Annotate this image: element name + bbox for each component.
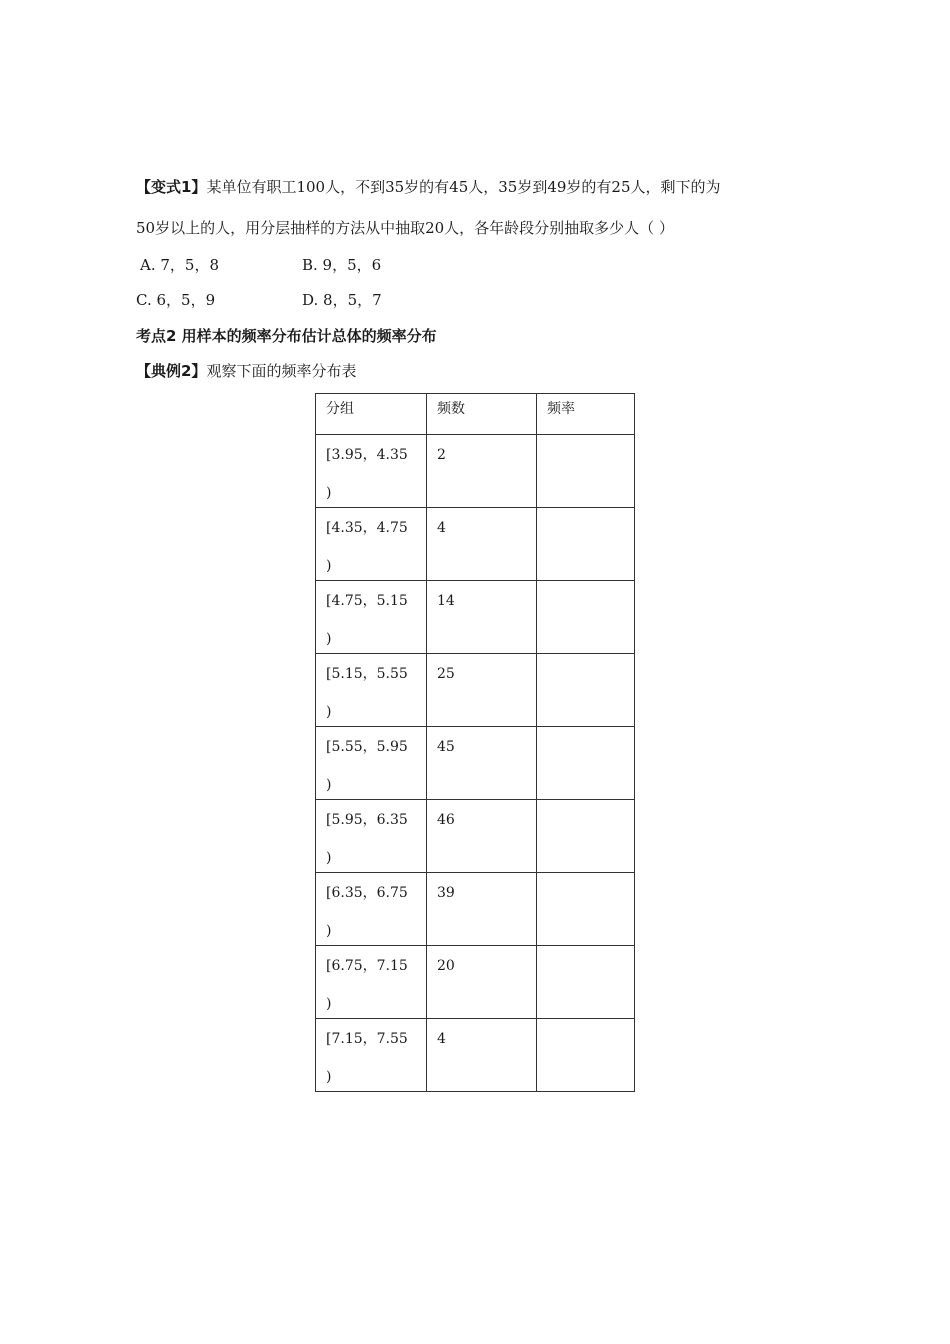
example-text: 观察下面的频率分布表 [206,362,357,380]
frequency-cell [537,508,635,581]
frequency-cell [537,435,635,508]
option-d: D. 8，5，7 [302,291,382,309]
group-close: ) [326,850,332,866]
variant-question-line-1 [136,177,721,197]
table-header-row [316,394,635,435]
count-cell: 39 [427,873,537,946]
count-cell: 20 [427,946,537,1019]
group-close: ) [326,704,332,720]
frequency-cell [537,581,635,654]
group-range: [7.15，7.55 [326,1031,408,1047]
table-row [316,508,635,581]
group-close: ) [326,996,332,1012]
table-row [316,946,635,1019]
group-cell [316,435,427,508]
example-tag: 【典例2】 [136,362,207,380]
group-cell [316,581,427,654]
group-range: [3.95，4.35 [326,447,408,463]
group-range: [4.75，5.15 [326,593,408,609]
group-close: ) [326,485,332,501]
frequency-cell [537,800,635,873]
count-cell: 25 [427,654,537,727]
group-close: ) [326,558,332,574]
group-cell [316,654,427,727]
group-range: [5.55，5.95 [326,739,408,755]
option-a: A. 7，5，8 [140,256,219,274]
group-cell [316,800,427,873]
table-row [316,435,635,508]
group-cell [316,1019,427,1092]
frequency-cell [537,654,635,727]
header-count: 频数 [427,394,537,435]
group-range: [6.35，6.75 [326,885,408,901]
group-range: [5.95，6.35 [326,812,408,828]
count-cell: 45 [427,727,537,800]
group-range: [6.75，7.15 [326,958,408,974]
count-cell: 14 [427,581,537,654]
group-close: ) [326,1069,332,1085]
frequency-cell [537,727,635,800]
header-frequency: 频率 [537,394,635,435]
frequency-cell [537,1019,635,1092]
frequency-cell [537,873,635,946]
frequency-table [315,393,635,1092]
table-row [316,873,635,946]
option-c: C. 6，5，9 [136,291,216,309]
option-b: B. 9，5，6 [302,256,382,274]
table-row [316,1019,635,1092]
group-cell [316,873,427,946]
table-row [316,581,635,654]
group-range: [5.15，5.55 [326,666,408,682]
group-cell [316,727,427,800]
group-close: ) [326,923,332,939]
count-cell: 4 [427,508,537,581]
header-group: 分组 [316,394,427,435]
count-cell: 4 [427,1019,537,1092]
variant-question-line-2 [136,218,674,238]
table-row [316,800,635,873]
variant-text-line-1: 某单位有职工100人，不到35岁的有45人，35岁到49岁的有25人，剩下的为 [206,178,721,196]
group-cell [316,946,427,1019]
group-close: ) [326,777,332,793]
count-cell: 46 [427,800,537,873]
group-close: ) [326,631,332,647]
group-cell [316,508,427,581]
table-row [316,654,635,727]
group-range: [4.35，4.75 [326,520,408,536]
count-cell: 2 [427,435,537,508]
variant-tag: 【变式1】 [136,178,207,196]
frequency-cell [537,946,635,1019]
table-row [316,727,635,800]
example-line [136,361,356,381]
variant-text-line-2: 50岁以上的人，用分层抽样的方法从中抽取20人，各年龄段分别抽取多少人（ ） [136,219,674,237]
section-heading: 考点2 用样本的频率分布估计总体的频率分布 [136,327,437,345]
